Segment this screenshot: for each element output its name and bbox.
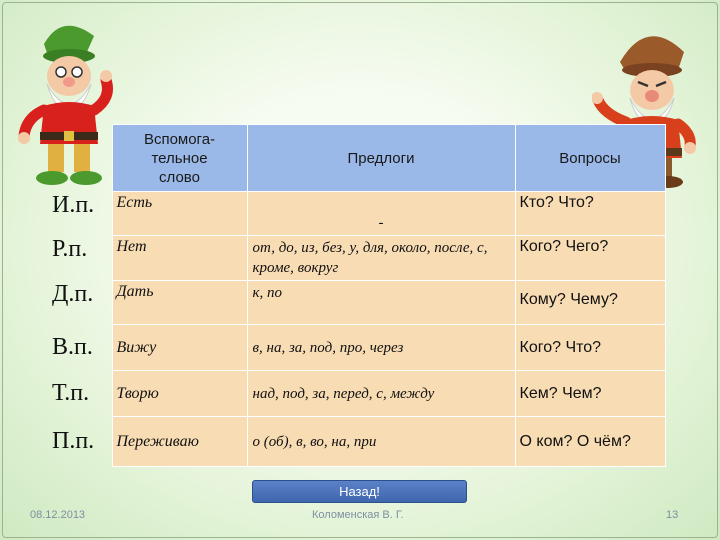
prepositions: в, на, за, под, про, через (247, 325, 515, 371)
question: Кем? Чем? (515, 371, 665, 417)
aux-word: Переживаю (112, 417, 247, 467)
case-name: П.п. (52, 428, 95, 454)
footer-author: Коломенская В. Г. (312, 509, 404, 521)
table-row (48, 371, 665, 417)
aux-word: Нет (112, 236, 247, 281)
case-name: В.п. (52, 334, 93, 360)
aux-word: Дать (112, 281, 247, 325)
footer-page-number: 13 (666, 509, 679, 521)
table-row (48, 236, 665, 281)
table-row (48, 281, 665, 325)
question: О ком? О чём? (515, 417, 665, 467)
cases-table (48, 124, 666, 467)
case-name: Д.п. (52, 280, 94, 307)
footer-date: 08.12.2013 (30, 509, 86, 521)
prepositions: к, по (247, 281, 515, 325)
case-name: Т.п. (52, 380, 90, 406)
question: Кого? Что? (515, 325, 665, 371)
header-prepositions: Предлоги (247, 125, 515, 192)
table-row (48, 325, 665, 371)
table-row (48, 417, 665, 467)
back-button[interactable]: Назад! (252, 480, 467, 503)
prepositions: от, до, из, без, у, для, около, после, с, кроме, вокруг (247, 236, 515, 281)
table-row (48, 192, 665, 236)
aux-word: Вижу (112, 325, 247, 371)
case-name: И.п. (52, 191, 95, 218)
header-aux-word: Вспомога- тельное слово (112, 125, 247, 192)
case-name: Р.п. (52, 235, 88, 262)
question: Кого? Чего? (515, 236, 665, 281)
aux-word: Творю (112, 371, 247, 417)
prepositions: о (об), в, во, на, при (247, 417, 515, 467)
prepositions-dash: - (247, 192, 515, 236)
header-case (48, 125, 112, 192)
header-questions: Вопросы (515, 125, 665, 192)
aux-word: Есть (112, 192, 247, 236)
table-header-row (48, 125, 665, 192)
question: Кому? Чему? (515, 281, 665, 325)
prepositions: над, под, за, перед, с, между (247, 371, 515, 417)
question: Кто? Что? (515, 192, 665, 236)
